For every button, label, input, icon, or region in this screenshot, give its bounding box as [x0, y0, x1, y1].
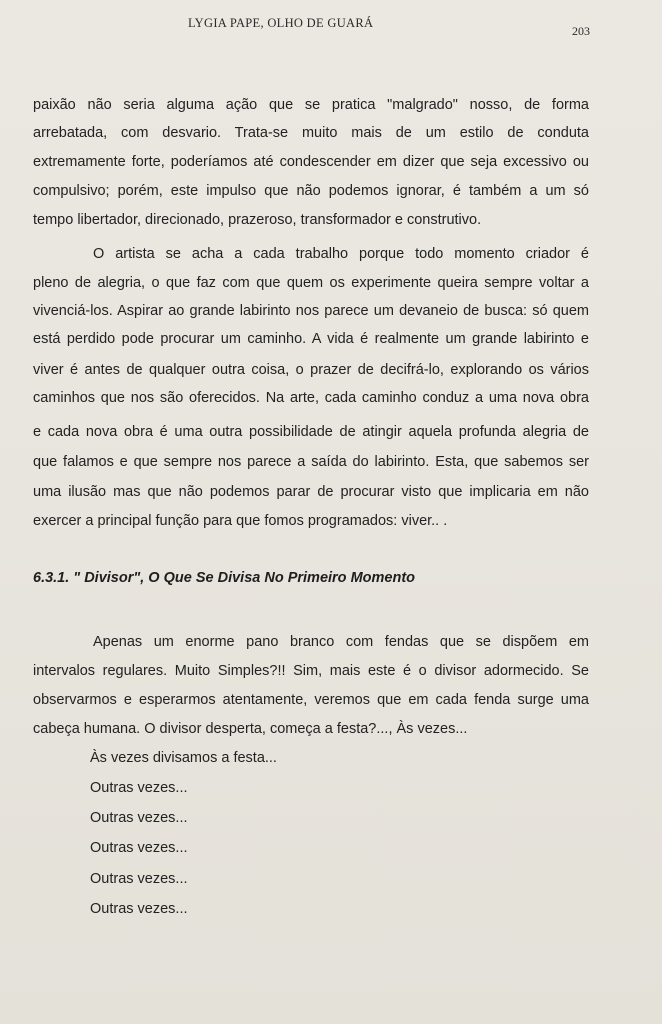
paragraph-line: extremamente forte, poderíamos até condescender em dizer que seja excessivo ou: [33, 154, 589, 170]
paragraph-line: e cada nova obra é uma outra possibilidade de atingir aquela profunda alegria de: [33, 424, 589, 440]
paragraph-line: compulsivo; porém, este impulso que não podemos ignorar, é também a um só: [33, 183, 589, 199]
paragraph-line: tempo libertador, direcionado, prazeroso, transformador e construtivo.: [33, 212, 482, 228]
paragraph-line: pleno de alegria, o que faz com que quem os experimente queira sempre voltar a: [33, 275, 589, 291]
verse-line: Às vezes divisamos a festa...: [90, 750, 277, 766]
verse-line: Outras vezes...: [90, 780, 188, 796]
paragraph-line: Apenas um enorme pano branco com fendas que se dispõem em: [93, 634, 589, 650]
paragraph-line: viver é antes de qualquer outra coisa, o prazer de decifrá-lo, explorando os vários: [33, 362, 589, 378]
paragraph-line: está perdido pode procurar um caminho. A vida é realmente um grande labirinto e: [33, 331, 589, 347]
paragraph-line: intervalos regulares. Muito Simples?!! Sim, mais este é o divisor adormecido. Se: [33, 663, 589, 679]
verse-line: Outras vezes...: [90, 810, 188, 826]
verse-line: Outras vezes...: [90, 871, 188, 887]
paragraph-line: arrebatada, com desvario. Trata-se muito mais de um estilo de conduta: [33, 125, 589, 141]
paragraph-line: exercer a principal função para que fomos programados: viver.. .: [33, 513, 448, 529]
paragraph-line: cabeça humana. O divisor desperta, começa a festa?..., Às vezes...: [33, 721, 468, 737]
paragraph-line: observarmos e esperarmos atentamente, veremos que em cada fenda surge uma: [33, 692, 589, 708]
section-heading: 6.3.1. " Divisor", O Que Se Divisa No Primeiro Momento: [33, 570, 415, 586]
paragraph-line: O artista se acha a cada trabalho porque todo momento criador é: [93, 246, 589, 262]
running-head-title: LYGIA PAPE, OLHO DE GUARÁ: [188, 16, 374, 30]
paragraph-line: que falamos e que sempre nos parece a saída do labirinto. Esta, que sabemos ser: [33, 454, 589, 470]
verse-line: Outras vezes...: [90, 901, 188, 917]
verse-line: Outras vezes...: [90, 840, 188, 856]
paragraph-line: paixão não seria alguma ação que se pratica "malgrado" nosso, de forma: [33, 97, 589, 113]
paragraph-line: vivenciá-los. Aspirar ao grande labirinto nos parece um devaneio de busca: só quem: [33, 303, 589, 319]
paragraph-line: uma ilusão mas que não podemos parar de procurar visto que implicaria em não: [33, 484, 589, 500]
paragraph-line: caminhos que nos são oferecidos. Na arte, cada caminho conduz a uma nova obra: [33, 390, 589, 406]
page-number: 203: [572, 24, 590, 38]
